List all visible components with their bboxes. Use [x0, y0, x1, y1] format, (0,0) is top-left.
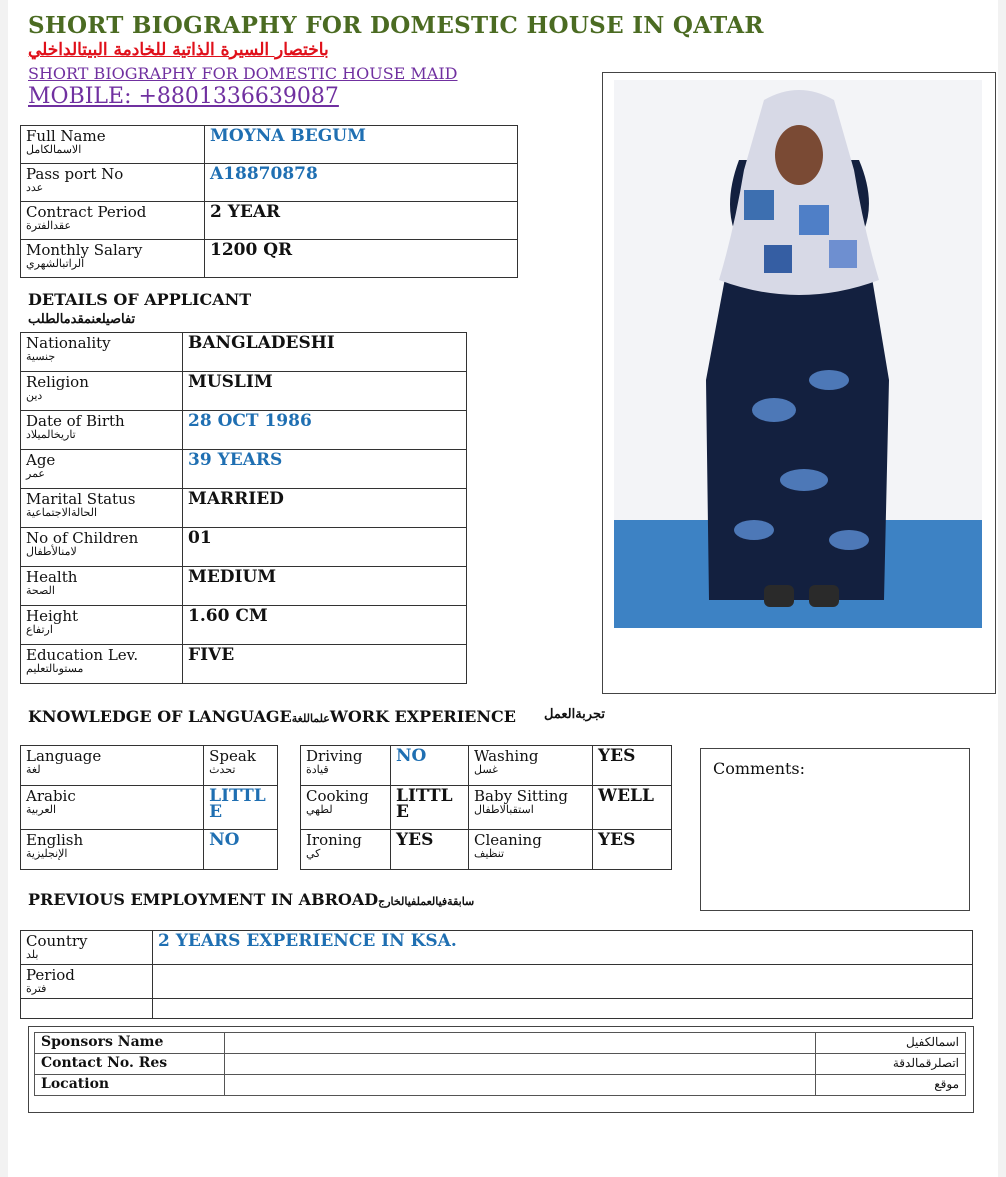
table-row: Language لغة Speak تحدث	[21, 746, 278, 786]
table-row: Height ارتفاع 1.60 CM	[21, 606, 467, 645]
details-table	[20, 332, 467, 684]
table-row: Full Name الاسمالكامل MOYNA BEGUM	[21, 126, 518, 164]
table-row: Arabic العربية LITTL E	[21, 786, 278, 830]
details-heading: DETAILS OF APPLICANT	[28, 290, 252, 309]
table-row: English الإنجليزية NO	[21, 830, 278, 870]
previous-employment-table	[20, 930, 973, 1019]
table-row: Marital Status الحالةالاجتماعية MARRIED	[21, 489, 467, 528]
comments-box[interactable]	[700, 748, 970, 911]
table-row: Religion دين MUSLIM	[21, 372, 467, 411]
table-row: Education Lev. مستوىالتعليم FIVE	[21, 645, 467, 684]
table-row: Country بلد 2 YEARS EXPERIENCE IN KSA.	[21, 931, 973, 965]
table-row	[21, 999, 973, 1019]
knowledge-heading: KNOWLEDGE OF LANGUAGEعلماللغةWORK EXPERIENCE	[28, 707, 516, 726]
arabic-title: باختصار السيرة الذاتية للخادمة البيتالداخلي	[28, 40, 329, 60]
table-row: Age عمر 39 YEARS	[21, 450, 467, 489]
table-row: Ironing كي YES Cleaning تنظيف YES	[301, 830, 672, 870]
table-row: No of Children لامنالأطفال 01	[21, 528, 467, 567]
table-row: Driving قيادة NO Washing غسل YES	[301, 746, 672, 786]
table-row: Nationality جنسية BANGLADESHI	[21, 333, 467, 372]
work-experience-arabic: تجربةالعمل	[544, 707, 605, 722]
period-value	[153, 965, 973, 999]
salary-value: 1200 QR	[205, 240, 518, 278]
table-row: Pass port No عدد A18870878	[21, 164, 518, 202]
language-table	[20, 745, 278, 870]
passport-value: A18870878	[205, 164, 518, 202]
contract-value: 2 YEAR	[205, 202, 518, 240]
table-row: Location موقع	[35, 1075, 966, 1096]
details-heading-arabic: تفاصيلعنمقدمالطلب	[28, 312, 136, 327]
table-row: Cooking لطهي LITTL E Baby Sitting استقبالاطفال WELL	[301, 786, 672, 830]
table-row: Sponsors Name اسمالكفيل	[35, 1033, 966, 1054]
basic-info-table	[20, 125, 518, 278]
comments-label: Comments:	[713, 759, 806, 778]
table-row: Period فترة	[21, 965, 973, 999]
table-row: Health الصحة MEDIUM	[21, 567, 467, 606]
biography-sheet	[8, 0, 998, 1177]
previous-employment-heading: PREVIOUS EMPLOYMENT IN ABROADسابقةفيالعملفيالخارج	[28, 890, 475, 909]
table-row: Contact No. Res اتصلرقمالدقة	[35, 1054, 966, 1075]
mobile-number: MOBILE: +8801336639087	[28, 84, 339, 109]
table-row: Contract Period عقدالفترة 2 YEAR	[21, 202, 518, 240]
full-name-value: MOYNA BEGUM	[205, 126, 518, 164]
table-row: Monthly Salary الراتبالشهري 1200 QR	[21, 240, 518, 278]
page-subtitle: SHORT BIOGRAPHY FOR DOMESTIC HOUSE MAID	[28, 64, 458, 83]
table-row: Date of Birth تاريخالميلاد 28 OCT 1986	[21, 411, 467, 450]
page-title: SHORT BIOGRAPHY FOR DOMESTIC HOUSE IN QATAR	[28, 12, 764, 39]
applicant-photo	[614, 80, 982, 628]
sponsor-table	[34, 1032, 966, 1096]
country-value: 2 YEARS EXPERIENCE IN KSA.	[153, 931, 973, 965]
skills-table	[300, 745, 672, 870]
